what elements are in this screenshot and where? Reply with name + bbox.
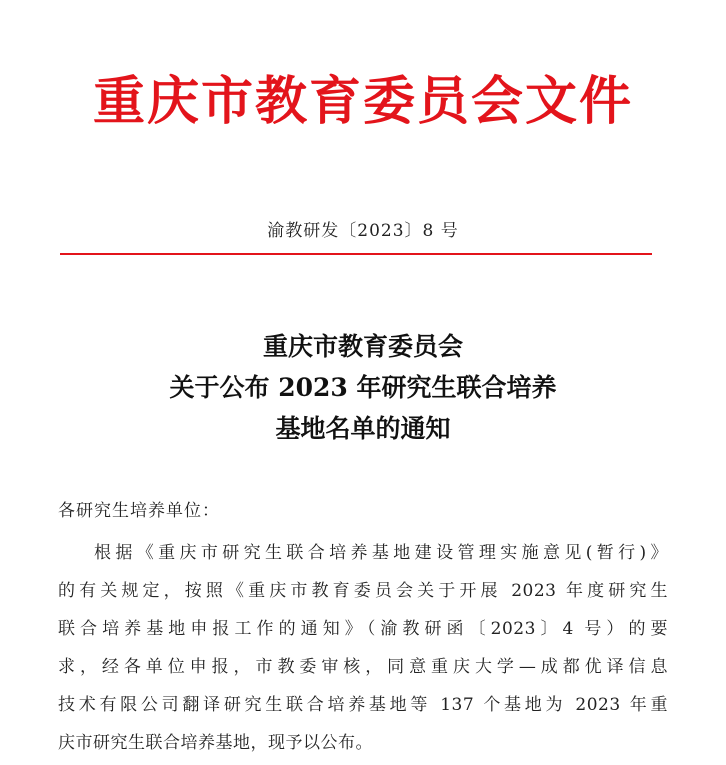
body-line-6: 庆市研究生联合培养基地，现予以公布。 (58, 733, 373, 753)
notice-title-line-1: 重庆市教育委员会 (262, 332, 463, 361)
body-line-5: 技术有限公司翻译研究生联合培养基地等 137 个基地为 2023 年重 (58, 695, 668, 715)
document-number: 渝教研发〔2023〕8 号 (267, 221, 459, 241)
issuing-authority-header: 重庆市教育委员会文件 (92, 72, 633, 132)
body-paragraph (58, 534, 668, 762)
notice-title (0, 326, 726, 449)
red-divider-line (60, 253, 652, 255)
notice-title-line-2: 关于公布 2023 年研究生联合培养 (169, 373, 557, 402)
notice-title-line-3: 基地名单的通知 (275, 414, 451, 443)
body-line-1: 根据《重庆市研究生联合培养基地建设管理实施意见(暂行)》 (94, 543, 668, 563)
body-line-3: 联合培养基地申报工作的通知》（渝教研函〔2023〕4 号）的要 (58, 619, 668, 639)
body-line-4: 求，经各单位申报，市教委审核，同意重庆大学—成都优译信息 (58, 657, 668, 677)
body-line-2: 的有关规定，按照《重庆市教育委员会关于开展 2023 年度研究生 (58, 581, 668, 601)
salutation: 各研究生培养单位： (58, 501, 220, 521)
